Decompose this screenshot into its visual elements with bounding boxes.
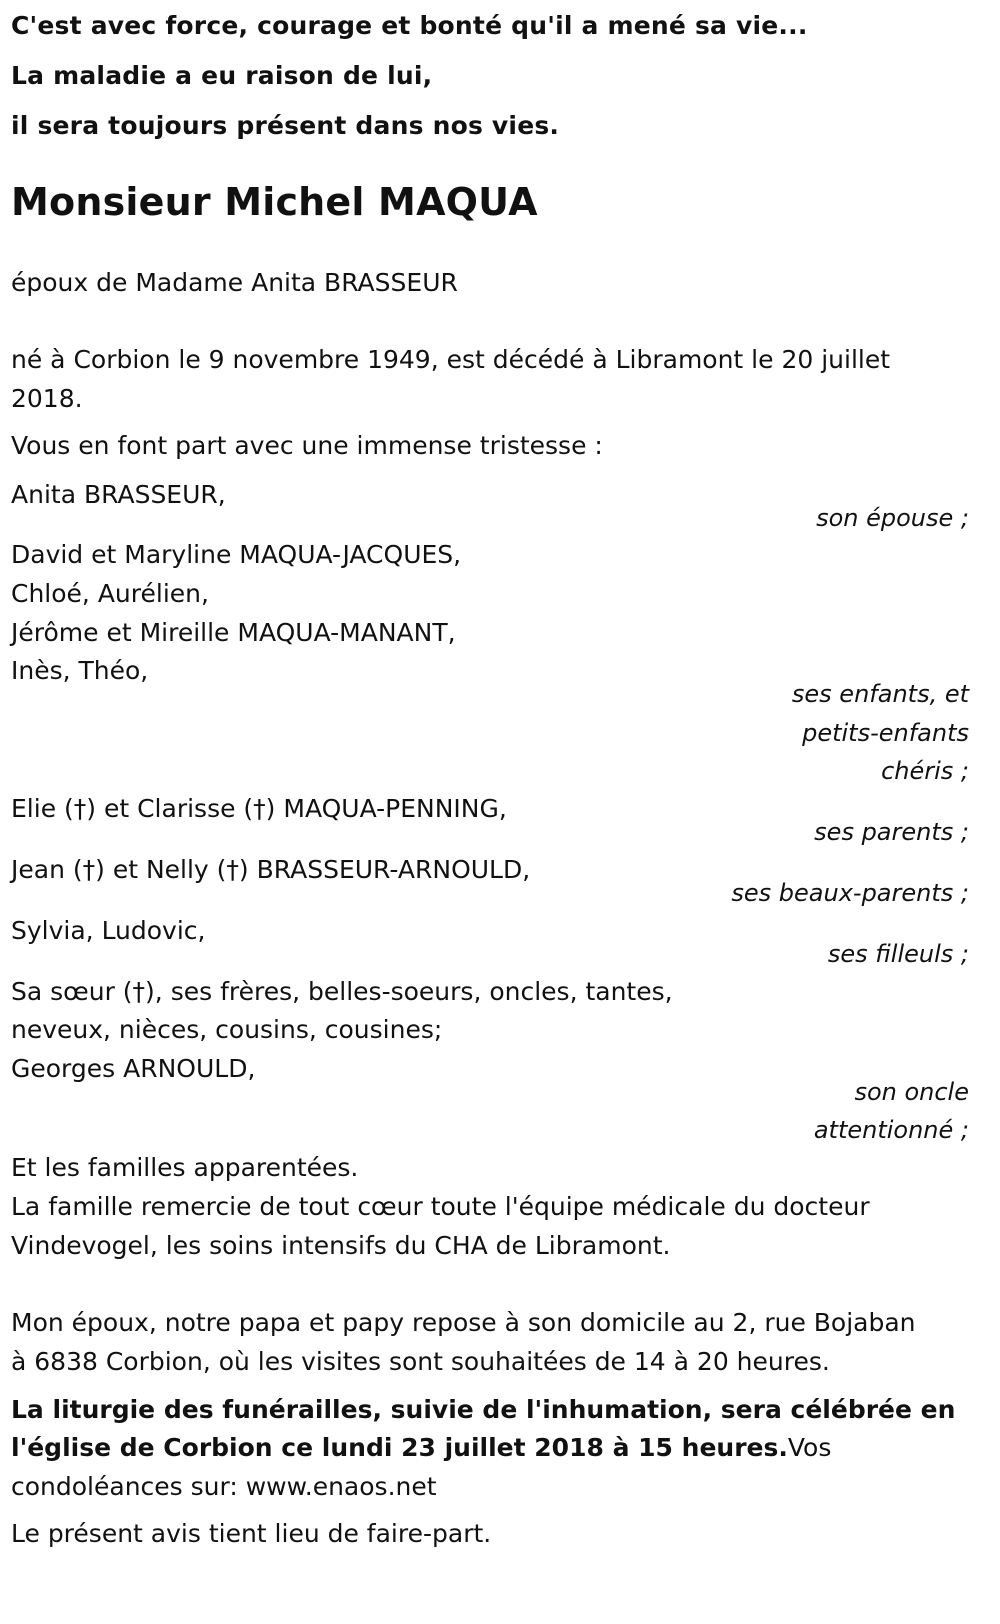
family-name-line: Anita BRASSEUR, bbox=[11, 480, 226, 509]
family-relation: ses filleuls ; bbox=[827, 940, 969, 968]
family-name-line: Sylvia, Ludovic, bbox=[11, 916, 206, 945]
family-relation: ses parents ; bbox=[814, 818, 969, 846]
family-name-line: neveux, nièces, cousins, cousines; bbox=[11, 1015, 443, 1044]
family-name-line: Georges ARNOULD, bbox=[11, 1054, 256, 1083]
birth-line-1: né à Corbion le 9 novembre 1949, est décédé à Libramont le 20 juillet bbox=[11, 345, 891, 374]
family-name-line: Inès, Théo, bbox=[11, 656, 149, 685]
funeral-tail: Vos bbox=[787, 1433, 832, 1462]
closing-line: Vindevogel, les soins intensifs du CHA de Libramont. bbox=[11, 1231, 671, 1260]
visit-line: Mon époux, notre papa et papy repose à son domicile au 2, rue Bojaban bbox=[11, 1308, 916, 1337]
epigraph bbox=[11, 0, 808, 151]
closing-line: La famille remercie de tout cœur toute l'équipe médicale du docteur bbox=[11, 1192, 870, 1221]
family-relation: son épouse ; bbox=[816, 504, 969, 532]
family-relation: attentionné ; bbox=[813, 1116, 969, 1144]
family-relation: ses enfants, et bbox=[791, 680, 969, 708]
condolences-line: condoléances sur: www.enaos.net bbox=[11, 1472, 437, 1501]
family-name-line: Sa sœur (†), ses frères, belles-soeurs, oncles, tantes, bbox=[11, 977, 673, 1006]
funeral-line-1: La liturgie des funérailles, suivie de l'inhumation, sera célébrée en bbox=[11, 1395, 956, 1424]
spouse-line: époux de Madame Anita BRASSEUR bbox=[11, 268, 458, 297]
funeral-date-time: l'église de Corbion ce lundi 23 juillet 2018 à 15 heures. bbox=[11, 1433, 788, 1462]
family-name-line: Chloé, Aurélien, bbox=[11, 579, 209, 608]
family-relation: ses beaux-parents ; bbox=[731, 879, 969, 907]
family-relation: son oncle bbox=[854, 1078, 969, 1106]
family-name-line: Elie (†) et Clarisse (†) MAQUA-PENNING, bbox=[11, 794, 507, 823]
family-name-line: Jérôme et Mireille MAQUA-MANANT, bbox=[11, 618, 456, 647]
epigraph-line-1: C'est avec force, courage et bonté qu'il a mené sa vie... bbox=[11, 11, 808, 40]
closing-line: Et les familles apparentées. bbox=[11, 1153, 359, 1182]
epigraph-line-2: La maladie a eu raison de lui, bbox=[11, 61, 433, 90]
funeral-line-2 bbox=[11, 1428, 969, 1468]
notice-line: Le présent avis tient lieu de faire-part. bbox=[11, 1519, 492, 1548]
intro-line: Vous en font part avec une immense tristesse : bbox=[11, 431, 603, 460]
birth-line-2: 2018. bbox=[11, 384, 83, 413]
visit-line: à 6838 Corbion, où les visites sont souhaitées de 14 à 20 heures. bbox=[11, 1347, 830, 1376]
deceased-name: Monsieur Michel MAQUA bbox=[11, 180, 538, 224]
family-name-line: David et Maryline MAQUA-JACQUES, bbox=[11, 540, 462, 569]
family-relation: chéris ; bbox=[881, 757, 969, 785]
family-relation: petits-enfants bbox=[802, 719, 969, 747]
family-name-line: Jean (†) et Nelly (†) BRASSEUR-ARNOULD, bbox=[11, 855, 531, 884]
epigraph-line-3: il sera toujours présent dans nos vies. bbox=[11, 111, 560, 140]
